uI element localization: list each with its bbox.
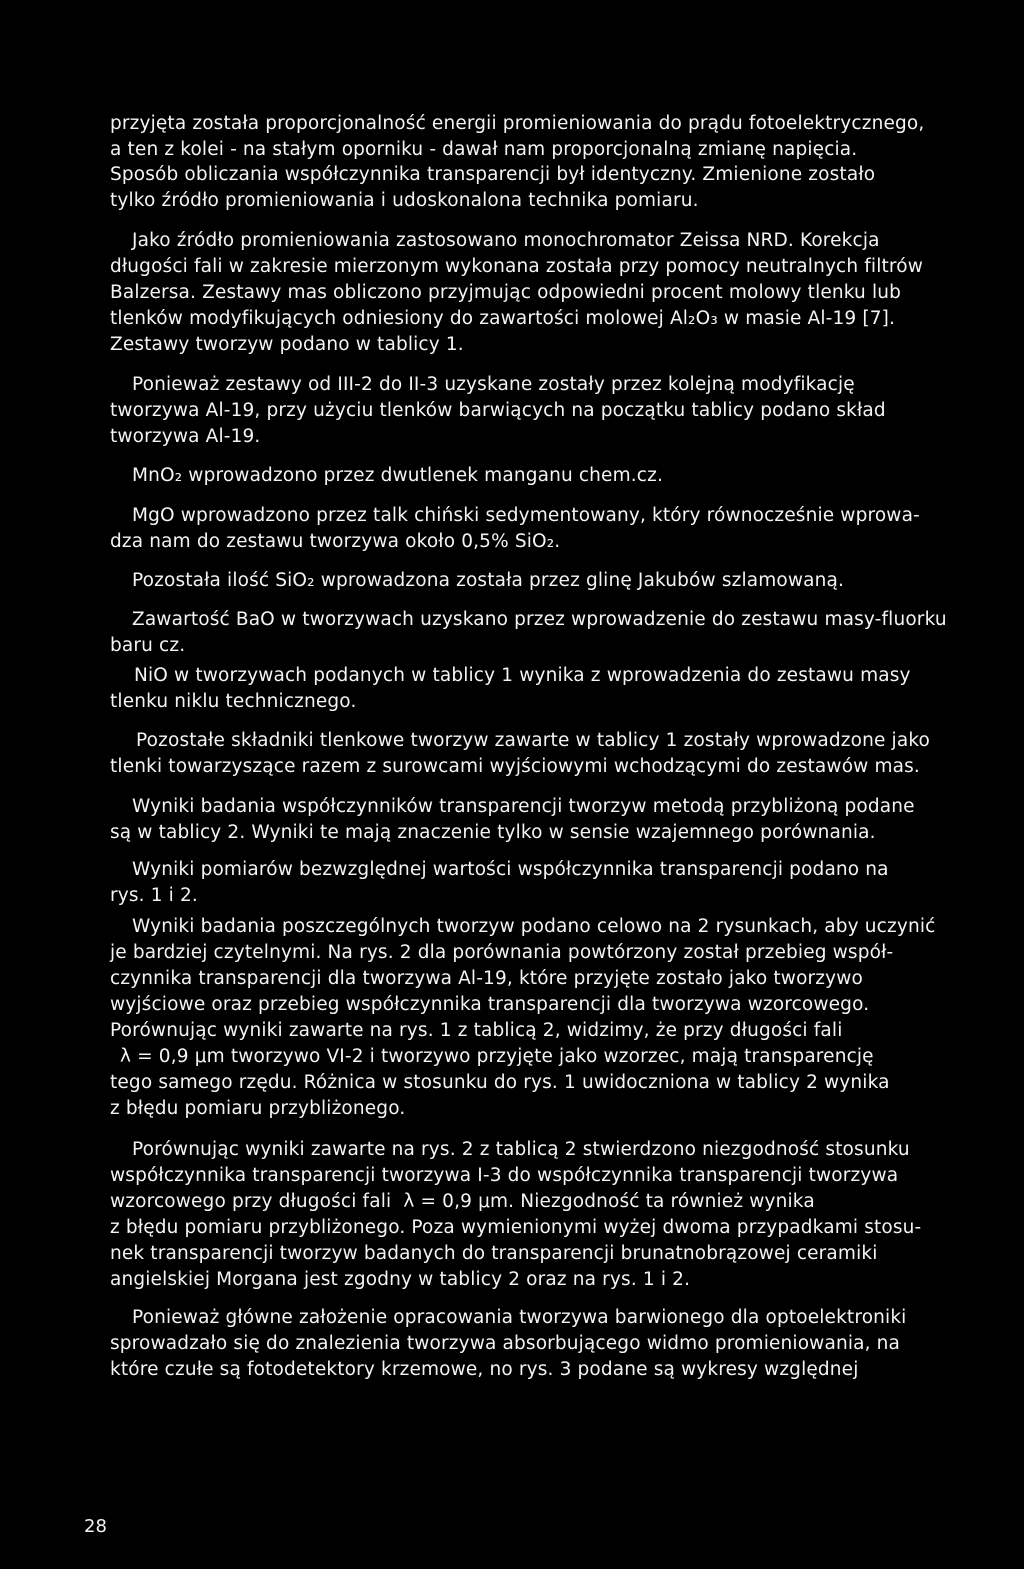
text-line: z błędu pomiaru przybliżonego. Poza wymienionymi wyżej dwoma przypadkami stosu- <box>110 1217 922 1238</box>
page-number: 28 <box>84 1516 107 1537</box>
text-line: λ = 0,9 μm tworzywo VI-2 i tworzywo przyjęte jako wzorzec, mają transparencję <box>120 1046 874 1067</box>
text-line: Zestawy tworzyw podano w tablicy 1. <box>110 334 464 355</box>
text-line: Wyniki pomiarów bezwzględnej wartości współczynnika transparencji podano na <box>132 859 889 880</box>
text-line: współczynnika transparencji tworzywa I-3 do współczynnika transparencji tworzywa <box>110 1165 899 1186</box>
text-line: Jako źródło promieniowania zastosowano monochromator Zeissa NRD. Korekcja <box>132 230 880 251</box>
text-line: Wyniki badania poszczególnych tworzyw podano celowo na 2 rysunkach, aby uczynić <box>132 916 936 937</box>
text-line: wyjściowe oraz przebieg współczynnika transparencji dla tworzywa wzorcowego. <box>110 994 870 1015</box>
text-line: z błędu pomiaru przybliżonego. <box>110 1098 406 1119</box>
text-line: długości fali w zakresie mierzonym wykonana została przy pomocy neutralnych filtrów <box>110 256 924 277</box>
text-line: MgO wprowadzono przez talk chiński sedymentowany, który równocześnie wprowa- <box>132 505 920 526</box>
text-line: nek transparencji tworzyw badanych do transparencji brunatnobrązowej ceramiki <box>110 1243 878 1264</box>
text-line: tlenków modyfikujących odniesiony do zawartości molowej Al₂O₃ w masie Al-19 [7]. <box>110 308 896 329</box>
text-line: Porównując wyniki zawarte na rys. 1 z tablicą 2, widzimy, że przy długości fali <box>110 1020 843 1041</box>
text-line: Porównując wyniki zawarte na rys. 2 z tablicą 2 stwierdzono niezgodność stosunku <box>132 1139 910 1160</box>
text-line: Wyniki badania współczynników transparencji tworzyw metodą przybliżoną podane <box>132 796 915 817</box>
text-line: tworzywa Al-19, przy użyciu tlenków barwiących na początku tablicy podano skład <box>110 400 886 421</box>
text-line: Ponieważ zestawy od III-2 do II-3 uzyskane zostały przez kolejną modyfikację <box>132 374 855 395</box>
text-line: Pozostałe składniki tlenkowe tworzyw zawarte w tablicy 1 zostały wprowadzone jako <box>136 730 931 751</box>
text-line: je bardziej czytelnymi. Na rys. 2 dla porównania powtórzony został przebieg współ- <box>110 942 894 963</box>
text-line: Zawartość BaO w tworzywach uzyskano przez wprowadzenie do zestawu masy-fluorku <box>132 609 947 630</box>
text-line: tylko źródło promieniowania i udoskonalona technika pomiaru. <box>110 190 699 211</box>
text-line: tworzywa Al-19. <box>110 426 261 447</box>
text-line: Balzersa. Zestawy mas obliczono przyjmując odpowiedni procent molowy tlenku lub <box>110 282 902 303</box>
text-line: tlenki towarzyszące razem z surowcami wyjściowymi wchodzącymi do zestawów mas. <box>110 756 920 777</box>
text-line: NiO w tworzywach podanych w tablicy 1 wynika z wprowadzenia do zestawu masy <box>134 665 911 686</box>
text-line: tlenku niklu technicznego. <box>110 691 357 712</box>
text-line: sprowadzało się do znalezienia tworzywa absorbującego widmo promieniowania, na <box>110 1333 901 1354</box>
text-line: Sposób obliczania współczynnika transparencji był identyczny. Zmienione zostało <box>110 164 876 185</box>
text-line: a ten z kolei - na stałym oporniku - dawał nam proporcjonalną zmianę napięcia. <box>110 139 858 160</box>
text-line: MnO₂ wprowadzono przez dwutlenek manganu chem.cz. <box>132 465 663 486</box>
text-line: czynnika transparencji dla tworzywa Al-19, które przyjęte zostało jako tworzywo <box>110 968 863 989</box>
text-line: rys. 1 i 2. <box>110 885 198 906</box>
text-line: baru cz. <box>110 635 186 656</box>
text-line: są w tablicy 2. Wyniki te mają znaczenie tylko w sensie wzajemnego porównania. <box>110 822 876 843</box>
text-line: przyjęta została proporcjonalność energii promieniowania do prądu fotoelektrycznego, <box>110 113 925 134</box>
text-line: dza nam do zestawu tworzywa około 0,5% SiO₂. <box>110 531 561 552</box>
text-line: angielskiej Morgana jest zgodny w tablicy 2 oraz na rys. 1 i 2. <box>110 1269 691 1290</box>
text-line: wzorcowego przy długości fali λ = 0,9 μm. Niezgodność ta również wynika <box>110 1191 815 1212</box>
text-line: które czułe są fotodetektory krzemowe, no rys. 3 podane są wykresy względnej <box>110 1359 859 1380</box>
text-line: tego samego rzędu. Różnica w stosunku do rys. 1 uwidoczniona w tablicy 2 wynika <box>110 1072 890 1093</box>
text-line: Pozostała ilość SiO₂ wprowadzona została przez glinę Jakubów szlamowaną. <box>132 570 845 591</box>
text-line: Ponieważ główne założenie opracowania tworzywa barwionego dla optoelektroniki <box>132 1307 907 1328</box>
